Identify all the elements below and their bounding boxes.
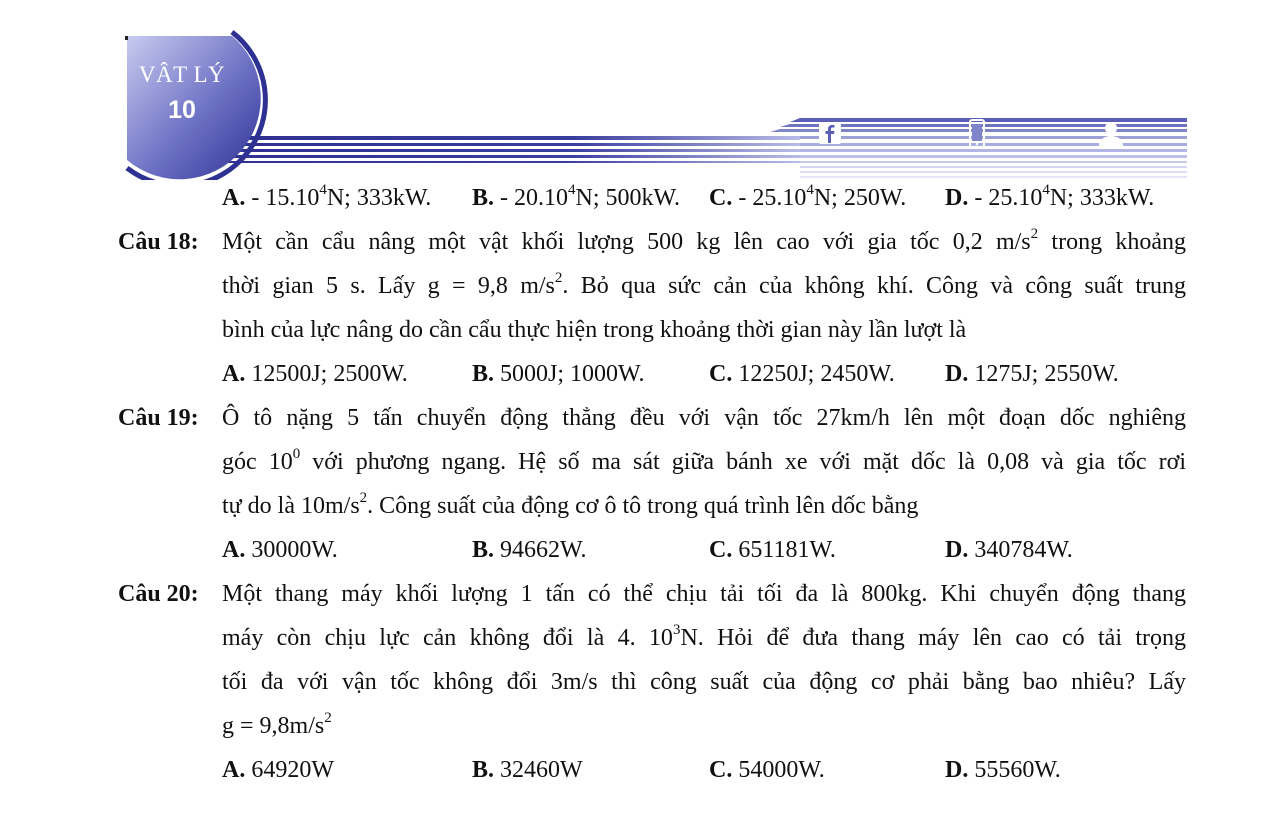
- q19-option-d[interactable]: D. 340784W.: [945, 537, 1073, 563]
- q18-line-3: bình của lực nâng do cần cẩu thực hiện trong khoảng thời gian này lần lượt là: [222, 317, 967, 343]
- subject-title: VÂT LÝ: [138, 62, 226, 87]
- q18-line-1: Một cần cẩu nâng một vật khối lượng 500 kg lên cao với gia tốc 0,2 $m/s^2$ trong khoảng: [222, 226, 1186, 255]
- q19-line-1: Ô tô nặng 5 tấn chuyển động thẳng đều với vận tốc 27km/h lên một đoạn dốc nghiêng: [222, 405, 1186, 431]
- prev-option-b[interactable]: B. - 20.10$^4$N; 500kW.: [472, 182, 680, 211]
- q20-label: Câu 20:: [118, 581, 199, 607]
- q20-option-b[interactable]: B. 32460W: [472, 757, 583, 783]
- q18-option-a[interactable]: A. 12500J; 2500W.: [222, 361, 408, 387]
- q19-line-3: tự do là $10m/s^2$. Công suất của động cơ ô tô trong quá trình lên dốc bằng: [222, 490, 919, 519]
- q20-option-a[interactable]: A. 64920W: [222, 757, 334, 783]
- q18-option-b[interactable]: B. 5000J; 1000W.: [472, 361, 645, 387]
- q19-line-2: góc $10^0$ với phương ngang. Hệ số ma sát giữa bánh xe với mặt dốc là 0,08 và gia tốc rơi: [222, 446, 1186, 475]
- prev-option-a[interactable]: A. - 15.10$^4$N; 333kW.: [222, 182, 432, 211]
- q20-line-2: máy còn chịu lực cản không đổi là 4. $10^3N$. Hỏi để đưa thang máy lên cao có tải trọng: [222, 622, 1186, 651]
- q18-label: Câu 18:: [118, 229, 199, 255]
- q19-option-c[interactable]: C. 651181W.: [709, 537, 836, 563]
- q20-option-c[interactable]: C. 54000W.: [709, 757, 825, 783]
- q19-option-b[interactable]: B. 94662W.: [472, 537, 587, 563]
- q18-option-d[interactable]: D. 1275J; 2550W.: [945, 361, 1119, 387]
- q20-option-d[interactable]: D. 55560W.: [945, 757, 1061, 783]
- q20-line-3: tối đa với vận tốc không đổi 3m/s thì công suất của động cơ phải bằng bao nhiêu? Lấy: [222, 669, 1186, 695]
- q19-label: Câu 19:: [118, 405, 199, 431]
- prev-option-d[interactable]: D. - 25.10$^4$N; 333kW.: [945, 182, 1155, 211]
- q18-option-c[interactable]: C. 12250J; 2450W.: [709, 361, 895, 387]
- q19-option-a[interactable]: A. 30000W.: [222, 537, 338, 563]
- prev-option-c[interactable]: C. - 25.10$^4$N; 250W.: [709, 182, 907, 211]
- q20-line-4: $g = 9,8m/s^2$: [222, 710, 332, 739]
- grade-number: 10: [168, 96, 196, 124]
- q18-line-2: thời gian 5 s. Lấy g = 9,8 $m/s^2$. Bỏ qua sức cản của không khí. Công và công suất trung: [222, 270, 1186, 299]
- q20-line-1: Một thang máy khối lượng 1 tấn có thể chịu tải tối đa là 800kg. Khi chuyển động thang: [222, 581, 1186, 607]
